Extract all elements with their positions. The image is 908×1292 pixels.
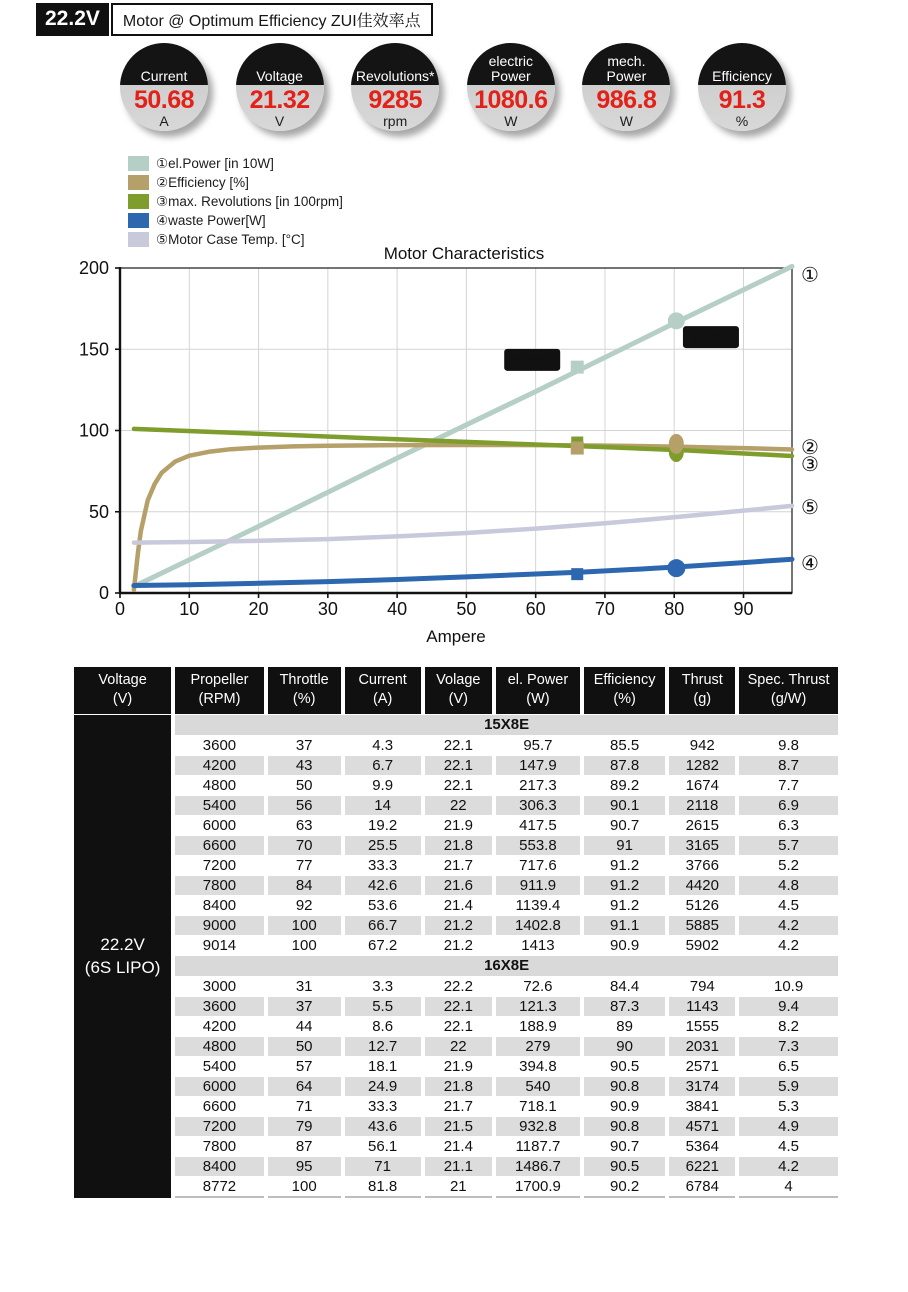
- table-cell: 100: [291, 937, 317, 955]
- table-row: [74, 856, 838, 875]
- table-cell: 95: [268, 1157, 341, 1176]
- table-cell: 79: [268, 1117, 341, 1136]
- table-cell: 121.3: [496, 997, 580, 1016]
- table-row: [74, 916, 838, 935]
- table-cell: 8400: [175, 1157, 264, 1176]
- chart-text: 30: [317, 599, 338, 619]
- x-tick-labels: [115, 599, 754, 619]
- table-cell: 56.1: [368, 1138, 398, 1156]
- table-cell: 3165: [669, 836, 735, 855]
- chart-title: Motor Characteristics: [383, 244, 545, 263]
- column-header: Efficiency (%): [584, 667, 666, 714]
- table-cell: 18.1: [368, 1058, 398, 1076]
- column-header: Volage (V): [425, 667, 492, 714]
- table-row: [74, 1097, 838, 1116]
- chart-text: 0: [98, 583, 109, 603]
- table-cell: 911.9: [496, 876, 580, 895]
- table-cell: 100: [268, 1177, 341, 1198]
- table-cell: 70: [268, 836, 341, 855]
- table-cell: 3766: [685, 857, 719, 875]
- series-marker: [667, 559, 685, 577]
- table-cell: 91: [584, 836, 666, 855]
- chart-text: ①: [801, 264, 819, 287]
- motor-characteristics-chart: [0, 238, 908, 662]
- table-row: [74, 1117, 838, 1136]
- table-cell: 7.7: [778, 777, 800, 795]
- metric-badge: [467, 43, 555, 131]
- series-line-1: [134, 266, 792, 586]
- table-row: [74, 1017, 838, 1036]
- table-cell: 1402.8: [496, 916, 580, 935]
- table-cell: 87: [295, 1138, 313, 1156]
- table-cell: 22.1: [443, 1018, 473, 1036]
- legend-item: [128, 175, 343, 190]
- table-cell: 5.9: [739, 1077, 838, 1096]
- chart-text: 150: [78, 339, 109, 360]
- table-cell: 1555: [685, 1018, 719, 1036]
- table-cell: 3600: [202, 737, 237, 755]
- table-cell: 66.7: [345, 916, 421, 935]
- legend-item: [128, 194, 343, 209]
- table-cell: 71: [295, 1098, 313, 1116]
- table-cell: 5400: [175, 796, 264, 815]
- table-cell: 67.2: [368, 937, 398, 955]
- chart-legend: [128, 156, 343, 251]
- table-cell: 25.5: [345, 836, 421, 855]
- table-cell: 56: [268, 796, 341, 815]
- table-header: [74, 667, 838, 714]
- table-cell: 718.1: [519, 1098, 557, 1116]
- table-cell: 4.3: [372, 737, 394, 755]
- voltage-chip: 22.2V: [36, 3, 109, 36]
- section-title: 16X8E: [175, 956, 838, 976]
- table-cell: 217.3: [519, 777, 557, 795]
- metric-badge-unit: V: [274, 113, 285, 129]
- table-cell: 64: [268, 1077, 341, 1096]
- legend-item: [128, 156, 343, 171]
- prop-label-text: 16X8E: [689, 329, 732, 346]
- section-header-row: [74, 715, 838, 735]
- table-cell: 279: [496, 1037, 580, 1056]
- table-cell: 5.2: [778, 857, 800, 875]
- table-cell: 6.7: [345, 756, 421, 775]
- table-cell: 90.5: [584, 1157, 666, 1176]
- table-cell: 6000: [202, 817, 237, 835]
- table-cell: 4: [739, 1177, 838, 1198]
- table-cell: 71: [345, 1157, 421, 1176]
- chart-text: ④: [801, 552, 819, 575]
- chart-text: 0: [114, 599, 126, 619]
- table-cell: 5885: [669, 916, 735, 935]
- table-cell: 33.3: [368, 857, 398, 875]
- table-cell: 3841: [685, 1098, 719, 1116]
- table-cell: 2118: [669, 796, 735, 815]
- table-cell: 100: [268, 916, 341, 935]
- chart-text: ③: [801, 453, 819, 476]
- y-tick-labels: [79, 258, 109, 603]
- table-row: [74, 876, 838, 895]
- table-cell: 91.2: [610, 897, 640, 915]
- table-cell: 5.5: [345, 997, 421, 1016]
- column-header: Thrust (g): [669, 667, 735, 714]
- table-cell: 77: [295, 857, 313, 875]
- table-cell: 6.5: [778, 1058, 800, 1076]
- page-title: Motor @ Optimum Efficiency ZUI佳效率点: [111, 3, 433, 36]
- table-cell: 21.5: [425, 1117, 492, 1136]
- table-cell: 4800: [175, 1037, 264, 1056]
- table-cell: 8.6: [372, 1018, 394, 1036]
- series-marker: [571, 568, 583, 580]
- table-cell: 7800: [175, 876, 264, 895]
- table-cell: 43: [268, 756, 341, 775]
- table-cell: 21.2: [443, 937, 473, 955]
- table-cell: 4.2: [739, 916, 838, 935]
- metric-badge-value: 9285: [368, 86, 422, 114]
- chart-text: 100: [78, 420, 109, 441]
- chart-text: 20: [248, 599, 269, 619]
- table-cell: 21.1: [425, 1157, 492, 1176]
- table-cell: 9.4: [739, 997, 838, 1016]
- table-cell: 4420: [669, 876, 735, 895]
- table-cell: 5364: [685, 1138, 719, 1156]
- table-cell: 5.7: [739, 836, 838, 855]
- series-line-4: [134, 559, 792, 585]
- table-cell: 2571: [685, 1058, 719, 1076]
- table-cell: 8400: [202, 897, 237, 915]
- metric-badge-unit: rpm: [383, 113, 408, 129]
- chart-text: 200: [78, 258, 109, 278]
- table-row: [74, 1077, 838, 1096]
- table-cell: 1700.9: [496, 1177, 580, 1198]
- table-cell: 90.2: [584, 1177, 666, 1198]
- table-cell: 9014: [202, 937, 237, 955]
- table-cell: 9.9: [372, 777, 394, 795]
- table-row: [74, 756, 838, 775]
- table-row: [74, 736, 838, 755]
- table-cell: 90.5: [610, 1058, 640, 1076]
- metric-badge-label: mech. Power: [582, 43, 670, 85]
- table-cell: 63: [295, 817, 313, 835]
- table-row: [74, 1037, 838, 1056]
- legend-swatch: [128, 194, 149, 209]
- metric-badge-value: 1080.6: [474, 86, 548, 114]
- table-cell: 5902: [685, 937, 719, 955]
- metric-badge-label: Voltage: [236, 43, 324, 85]
- table-cell: 19.2: [368, 817, 398, 835]
- table-row: [74, 977, 838, 996]
- table-cell: 22.1: [443, 777, 473, 795]
- table-cell: 147.9: [496, 756, 580, 775]
- table-cell: 6600: [175, 836, 264, 855]
- legend-label: ②Efficiency [%]: [156, 174, 249, 190]
- table-cell: 89: [616, 1018, 633, 1036]
- legend-label: ⑤Motor Case Temp. [°C]: [156, 231, 305, 247]
- table-cell: 5400: [202, 1058, 237, 1076]
- column-header: Throttle (%): [268, 667, 341, 714]
- table-cell: 4200: [175, 756, 264, 775]
- table-cell: 31: [295, 978, 313, 996]
- series-marker: [669, 434, 684, 454]
- x-axis-label: Ampere: [426, 627, 486, 646]
- table-cell: 72.6: [523, 978, 553, 996]
- metric-badge-unit: W: [619, 113, 633, 129]
- table-cell: 90.7: [610, 817, 640, 835]
- table-cell: 1282: [669, 756, 735, 775]
- table-row: [74, 836, 838, 855]
- table-cell: 4.2: [739, 1157, 838, 1176]
- table-cell: 91.2: [584, 876, 666, 895]
- header-bar: [36, 3, 433, 36]
- table-cell: 2615: [685, 817, 719, 835]
- section-title: 15X8E: [175, 715, 838, 735]
- table-cell: 394.8: [519, 1058, 557, 1076]
- table-cell: 84.4: [610, 978, 640, 996]
- metric-badge: [351, 43, 439, 131]
- table-cell: 4.5: [778, 897, 800, 915]
- table-cell: 90: [584, 1037, 666, 1056]
- chart-text: 60: [525, 599, 546, 619]
- table-cell: 9.8: [778, 737, 800, 755]
- legend-swatch: [128, 175, 149, 190]
- table-cell: 90.7: [610, 1138, 640, 1156]
- table-cell: 3174: [669, 1077, 735, 1096]
- table-cell: 87.3: [584, 997, 666, 1016]
- legend-label: ③max. Revolutions [in 100rpm]: [156, 193, 343, 209]
- table-cell: 7200: [202, 857, 237, 875]
- metric-badge-value: 50.68: [133, 86, 195, 114]
- table-cell: 4.9: [739, 1117, 838, 1136]
- table-cell: 1187.7: [515, 1138, 561, 1156]
- table-cell: 188.9: [519, 1018, 557, 1036]
- table-cell: 43.6: [345, 1117, 421, 1136]
- legend-item: [128, 213, 343, 228]
- metric-badge-value: 91.3: [718, 86, 766, 114]
- table-row: [74, 936, 838, 955]
- table-cell: 22.1: [443, 737, 473, 755]
- table-cell: 5.3: [778, 1098, 800, 1116]
- series-marker: [668, 312, 685, 329]
- table-cell: 21.8: [425, 1077, 492, 1096]
- table-cell: 90.1: [584, 796, 666, 815]
- table-cell: 10.9: [773, 978, 804, 996]
- metric-badge: [582, 43, 670, 131]
- metric-badge-value: 21.32: [249, 86, 310, 114]
- series-marker: [571, 442, 584, 455]
- chart-text: 10: [179, 599, 200, 619]
- column-header: Propeller (RPM): [175, 667, 264, 714]
- table-cell: 22: [425, 796, 492, 815]
- voltage-cell: 22.2V (6S LIPO): [74, 715, 171, 1198]
- table-cell: 4200: [202, 1018, 237, 1036]
- table-row: [74, 816, 838, 835]
- table-cell: 942: [689, 737, 715, 755]
- metric-badge: [236, 43, 324, 131]
- table-cell: 3600: [175, 997, 264, 1016]
- table-cell: 91.2: [610, 857, 640, 875]
- chart-text: 40: [387, 599, 408, 619]
- table-cell: 89.2: [610, 777, 640, 795]
- table-cell: 92: [295, 897, 313, 915]
- chart-text: 50: [88, 501, 109, 522]
- table-cell: 90.9: [610, 937, 640, 955]
- table-cell: 8.2: [778, 1018, 800, 1036]
- legend-swatch: [128, 156, 149, 171]
- table-cell: 21.7: [443, 1098, 473, 1116]
- legend-swatch: [128, 213, 149, 228]
- table-cell: 90.8: [584, 1117, 666, 1136]
- table-cell: 6600: [202, 1098, 237, 1116]
- table-cell: 21.4: [443, 897, 473, 915]
- table-row: [74, 997, 838, 1016]
- section-header-row: [74, 956, 838, 976]
- chart-svg: [0, 238, 908, 662]
- performance-table: [70, 666, 842, 1199]
- table-cell: 22.1: [425, 997, 492, 1016]
- metric-badge-unit: A: [159, 113, 169, 129]
- table-cell: 9000: [175, 916, 264, 935]
- performance-table-wrap: [70, 666, 842, 1199]
- series-line-3: [134, 429, 792, 456]
- table-row: [74, 796, 838, 815]
- table-cell: 21.7: [443, 857, 473, 875]
- table-row: [74, 1137, 838, 1156]
- table-cell: 57: [295, 1058, 313, 1076]
- table-cell: 87.8: [584, 756, 666, 775]
- table-cell: 1674: [685, 777, 719, 795]
- table-cell: 8.7: [739, 756, 838, 775]
- table-row: [74, 1157, 838, 1176]
- legend-label: ①el.Power [in 10W]: [156, 155, 274, 171]
- table-cell: 95.7: [523, 737, 553, 755]
- chart-text: ②: [801, 437, 819, 460]
- column-header: Voltage (V): [74, 667, 171, 714]
- table-cell: 33.3: [368, 1098, 398, 1116]
- table-cell: 12.7: [345, 1037, 421, 1056]
- table-cell: 7.3: [739, 1037, 838, 1056]
- table-cell: 21.9: [443, 817, 473, 835]
- table-row: [74, 1057, 838, 1076]
- table-cell: 6000: [175, 1077, 264, 1096]
- table-cell: 932.8: [496, 1117, 580, 1136]
- table-cell: 53.6: [368, 897, 398, 915]
- table-cell: 22.1: [425, 756, 492, 775]
- table-cell: 717.6: [519, 857, 557, 875]
- table-cell: 37: [295, 737, 313, 755]
- table-cell: 1143: [669, 997, 735, 1016]
- table-cell: 85.5: [610, 737, 640, 755]
- table-cell: 4.5: [778, 1138, 800, 1156]
- table-cell: 417.5: [519, 817, 557, 835]
- table-cell: 7200: [175, 1117, 264, 1136]
- table-cell: 6221: [669, 1157, 735, 1176]
- table-cell: 4571: [669, 1117, 735, 1136]
- table-cell: 4.8: [739, 876, 838, 895]
- table-cell: 1413: [521, 937, 555, 955]
- table-cell: 1486.7: [496, 1157, 580, 1176]
- table-row: [74, 1177, 838, 1198]
- table-cell: 7800: [202, 1138, 237, 1156]
- legend-label: ④waste Power[W]: [156, 212, 266, 228]
- table-cell: 540: [496, 1077, 580, 1096]
- metric-badge-unit: %: [735, 113, 749, 129]
- table-row: [74, 896, 838, 915]
- table-cell: 4.2: [778, 937, 800, 955]
- table-cell: 5126: [685, 897, 719, 915]
- table-cell: 14: [345, 796, 421, 815]
- table-body: [74, 715, 838, 1198]
- table-cell: 21: [425, 1177, 492, 1198]
- table-cell: 90.9: [610, 1098, 640, 1116]
- metric-badge: [698, 43, 786, 131]
- metric-badge-label: Efficiency: [698, 43, 786, 85]
- chart-text: 80: [664, 599, 685, 619]
- chart-text: 90: [733, 599, 754, 619]
- table-cell: 21.4: [443, 1138, 473, 1156]
- table-cell: 8772: [175, 1177, 264, 1198]
- metric-badge: [120, 43, 208, 131]
- chart-text: 50: [456, 599, 477, 619]
- table-cell: 6.9: [739, 796, 838, 815]
- table-row: [74, 776, 838, 795]
- table-cell: 50: [295, 777, 313, 795]
- table-cell: 90.8: [584, 1077, 666, 1096]
- series-marker: [571, 361, 584, 374]
- metric-badge-unit: W: [504, 113, 518, 129]
- table-cell: 1139.4: [515, 897, 561, 915]
- table-cell: 50: [268, 1037, 341, 1056]
- table-cell: 42.6: [345, 876, 421, 895]
- table-cell: 306.3: [496, 796, 580, 815]
- metric-badge-value: 986.8: [596, 86, 657, 114]
- table-cell: 44: [295, 1018, 313, 1036]
- metric-badge-label: Current: [120, 43, 208, 85]
- series-ref-numbers: [801, 265, 819, 575]
- table-cell: 794: [689, 978, 715, 996]
- table-cell: 21.8: [425, 836, 492, 855]
- table-cell: 2031: [669, 1037, 735, 1056]
- column-header: Current (A): [345, 667, 421, 714]
- table-cell: 37: [268, 997, 341, 1016]
- metric-badge-label: Revolutions*: [351, 43, 439, 85]
- table-cell: 3000: [202, 978, 237, 996]
- table-cell: 81.8: [345, 1177, 421, 1198]
- table-cell: 22: [425, 1037, 492, 1056]
- table-cell: 21.9: [443, 1058, 473, 1076]
- table-cell: 22.2: [443, 978, 473, 996]
- table-cell: 553.8: [496, 836, 580, 855]
- prop-label-text: 15X8E: [511, 352, 554, 369]
- table-cell: 6.3: [778, 817, 800, 835]
- table-cell: 21.6: [425, 876, 492, 895]
- metric-badge-label: electric Power: [467, 43, 555, 85]
- table-cell: 3.3: [372, 978, 394, 996]
- table-cell: 91.1: [584, 916, 666, 935]
- table-cell: 21.2: [425, 916, 492, 935]
- chart-text: 70: [594, 599, 615, 619]
- column-header: el. Power (W): [496, 667, 580, 714]
- table-cell: 84: [268, 876, 341, 895]
- table-cell: 6784: [669, 1177, 735, 1198]
- chart-text: ⑤: [801, 497, 819, 520]
- table-cell: 24.9: [345, 1077, 421, 1096]
- column-header: Spec. Thrust (g/W): [739, 667, 838, 714]
- table-cell: 4800: [202, 777, 237, 795]
